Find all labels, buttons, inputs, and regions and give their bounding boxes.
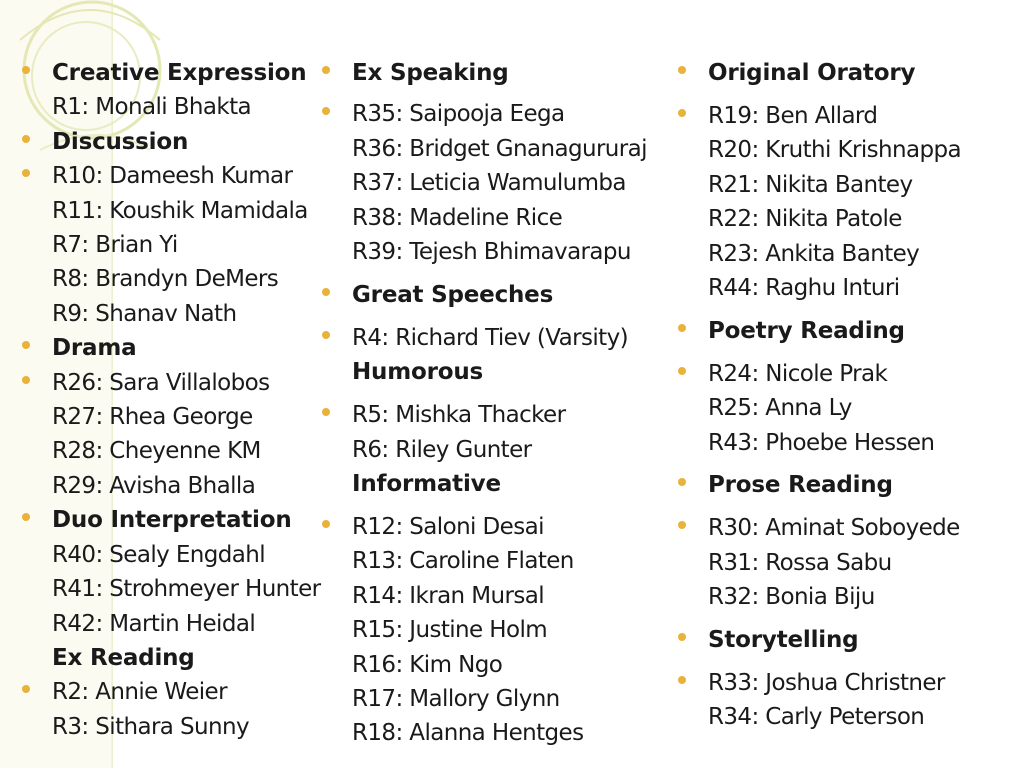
- entry-text: R24: Nicole Prak: [708, 360, 888, 387]
- entry-text: R30: Aminat Soboyede: [708, 515, 960, 542]
- category-heading: Great Speeches: [352, 281, 554, 308]
- entry-text: R10: Dameesh Kumar: [52, 163, 293, 190]
- bullet-block: [22, 503, 332, 675]
- category-heading: Duo Interpretation: [52, 507, 292, 534]
- bullet-block: [322, 321, 657, 390]
- entry-text: R21: Nikita Bantey: [708, 171, 913, 198]
- entry-text: R18: Alanna Hentges: [352, 720, 584, 747]
- category-heading: Ex Speaking: [352, 60, 509, 86]
- entry-text: R38: Madeline Rice: [352, 204, 563, 231]
- bullet-block: [22, 125, 332, 159]
- entry-text: R43: Phoebe Hessen: [708, 429, 935, 456]
- entry-text: R13: Caroline Flaten: [352, 548, 574, 575]
- bullet-icon: [22, 376, 30, 384]
- category-heading: Informative: [352, 470, 501, 497]
- bullet-icon: [22, 341, 30, 349]
- bullet-block: [678, 357, 1008, 460]
- bullet-block: [678, 511, 1008, 614]
- entry-text: R3: Sithara Sunny: [52, 713, 249, 740]
- entry-text: R41: Strohmeyer Hunter: [52, 576, 321, 603]
- bullet-block: [22, 331, 332, 365]
- entry-text: R14: Ikran Mursal: [352, 582, 544, 609]
- bullet-block: [678, 623, 1008, 657]
- category-heading: Creative Expression: [52, 60, 307, 86]
- category-heading: Prose Reading: [708, 472, 893, 499]
- entry-text: R39: Tejesh Bhimavarapu: [352, 239, 631, 266]
- column-left: [22, 56, 332, 744]
- bullet-block: [322, 56, 657, 90]
- bullet-icon: [322, 66, 330, 74]
- entry-text: R17: Mallory Glynn: [352, 685, 560, 712]
- bullet-icon: [678, 66, 686, 74]
- bullet-icon: [22, 513, 30, 521]
- entry-text: R35: Saipooja Eega: [352, 101, 565, 128]
- entry-text: R8: Brandyn DeMers: [52, 266, 279, 293]
- bullet-block: [22, 56, 332, 125]
- category-heading: Ex Reading: [52, 644, 195, 671]
- entry-text: R44: Raghu Inturi: [708, 274, 900, 301]
- category-heading: Discussion: [52, 128, 189, 155]
- entry-text: R27: Rhea George: [52, 404, 253, 431]
- column-right: [678, 56, 1008, 743]
- entry-text: R42: Martin Heidal: [52, 610, 256, 637]
- entry-text: R33: Joshua Christner: [708, 670, 945, 696]
- entry-text: R12: Saloni Desai: [352, 513, 544, 540]
- bullet-icon: [22, 66, 30, 74]
- entry-text: R19: Ben Allard: [708, 102, 878, 129]
- bullet-icon: [678, 521, 686, 529]
- bullet-block: [22, 366, 332, 504]
- bullet-icon: [22, 169, 30, 177]
- entry-text: R20: Kruthi Krishnappa: [708, 137, 961, 164]
- bullet-block: [22, 159, 332, 331]
- bullet-icon: [678, 324, 686, 332]
- entry-text: R15: Justine Holm: [352, 617, 548, 644]
- entry-text: R1: Monali Bhakta: [52, 94, 252, 121]
- entry-text: R16: Kim Ngo: [352, 651, 503, 678]
- bullet-block: [322, 97, 657, 269]
- bullet-icon: [22, 135, 30, 143]
- entry-text: R34: Carly Peterson: [708, 704, 925, 731]
- entry-text: R9: Shanav Nath: [52, 300, 237, 327]
- entry-text: R28: Cheyenne KM: [52, 438, 261, 465]
- bullet-icon: [22, 685, 30, 693]
- entry-text: R23: Ankita Bantey: [708, 240, 920, 267]
- bullet-block: [322, 398, 657, 501]
- entry-text: R7: Brian Yi: [52, 232, 178, 259]
- bullet-icon: [322, 520, 330, 528]
- bullet-icon: [322, 107, 330, 115]
- entry-text: R11: Koushik Mamidala: [52, 197, 308, 224]
- entry-text: R5: Mishka Thacker: [352, 402, 566, 429]
- entry-text: R26: Sara Villalobos: [52, 369, 270, 396]
- bullet-icon: [678, 633, 686, 641]
- category-heading: Drama: [52, 335, 137, 362]
- bullet-block: [322, 510, 657, 751]
- bullet-block: [678, 314, 1008, 348]
- entry-text: R22: Nikita Patole: [708, 206, 902, 233]
- bullet-block: [322, 278, 657, 312]
- bullet-block: [678, 468, 1008, 502]
- entry-text: R6: Riley Gunter: [352, 436, 532, 463]
- bullet-icon: [678, 109, 686, 117]
- entry-text: R29: Avisha Bhalla: [52, 472, 256, 499]
- category-heading: Poetry Reading: [708, 317, 905, 344]
- entry-text: R31: Rossa Sabu: [708, 549, 892, 576]
- entry-text: R37: Leticia Wamulumba: [352, 170, 626, 197]
- bullet-block: [678, 666, 1008, 735]
- bullet-icon: [322, 331, 330, 339]
- entry-text: R2: Annie Weier: [52, 679, 227, 706]
- bullet-block: [678, 99, 1008, 305]
- category-heading: Humorous: [352, 359, 483, 386]
- bullet-icon: [678, 676, 686, 684]
- bullet-block: [678, 56, 1008, 90]
- bullet-icon: [322, 408, 330, 416]
- bullet-icon: [322, 288, 330, 296]
- category-heading: Original Oratory: [708, 60, 916, 86]
- entry-text: R32: Bonia Biju: [708, 584, 875, 611]
- entry-text: R25: Anna Ly: [708, 395, 852, 422]
- category-heading: Storytelling: [708, 627, 859, 654]
- entry-text: R36: Bridget Gnanagururaj: [352, 135, 647, 162]
- bullet-icon: [678, 478, 686, 486]
- bullet-block: [22, 675, 332, 744]
- bullet-icon: [678, 367, 686, 375]
- entry-text: R4: Richard Tiev (Varsity): [352, 324, 628, 351]
- entry-text: R40: Sealy Engdahl: [52, 541, 266, 568]
- column-middle: [322, 56, 657, 759]
